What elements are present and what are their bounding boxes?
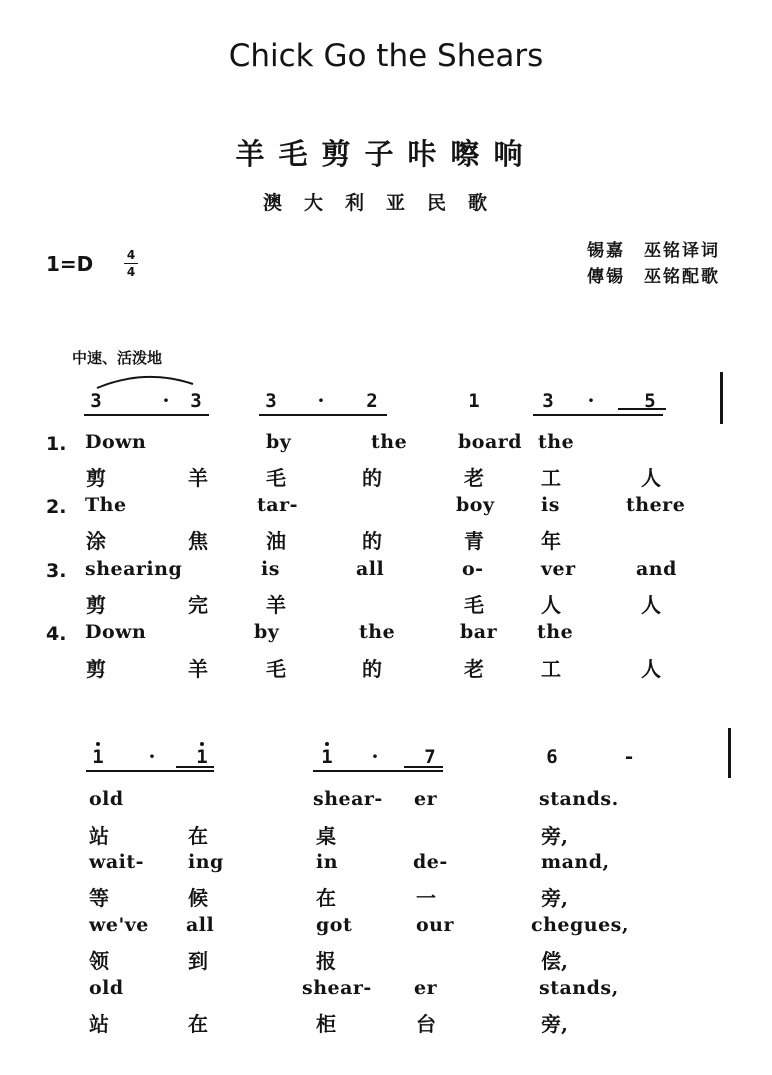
lyric-syllable: 旁, — [541, 886, 568, 910]
verse-number: 4. — [46, 623, 67, 645]
lyric-syllable: we've — [89, 914, 149, 936]
lyric-syllable: all — [356, 558, 385, 580]
tempo-marking: 中速、活泼地 — [72, 349, 163, 367]
octave-dot — [325, 742, 329, 746]
lyric-syllable: boy — [456, 494, 495, 516]
lyric-syllable: bar — [460, 621, 498, 643]
song-title: Chick Go the Shears — [228, 38, 544, 74]
lyric-syllable: by — [254, 621, 280, 643]
lyric-syllable: 在 — [188, 824, 208, 848]
barline — [728, 728, 731, 778]
dot: · — [587, 388, 595, 412]
note-underline — [313, 770, 443, 772]
note: 7 — [424, 746, 436, 768]
note: 3 — [542, 390, 554, 412]
lyric-syllable: 青 — [464, 529, 484, 553]
note: 1 — [321, 746, 333, 768]
barline — [720, 372, 723, 424]
note: 3 — [190, 390, 202, 412]
lyric-syllable: 人 — [641, 593, 661, 617]
lyric-syllable: chegues, — [531, 914, 629, 936]
time-signature — [124, 248, 138, 279]
note: 6 — [546, 746, 558, 768]
lyric-syllable: in — [316, 851, 339, 873]
time-sig-top: 4 — [126, 248, 136, 262]
note: 5 — [644, 390, 656, 412]
lyric-syllable: o- — [462, 558, 484, 580]
lyric-syllable: 焦 — [188, 529, 208, 553]
lyric-syllable: old — [89, 977, 124, 999]
lyric-syllable: 人 — [641, 657, 661, 681]
lyric-syllable: 剪 — [86, 593, 106, 617]
lyric-syllable: stands. — [539, 788, 619, 810]
lyric-syllable: the — [537, 621, 574, 643]
lyric-syllable: 的 — [362, 466, 382, 490]
lyric-syllable: is — [261, 558, 280, 580]
lyric-syllable: 剪 — [86, 466, 106, 490]
dot: · — [371, 744, 379, 768]
lyric-syllable: 毛 — [266, 657, 286, 681]
dot: · — [317, 388, 325, 412]
lyric-syllable: 桌 — [316, 824, 336, 848]
lyric-syllable: The — [85, 494, 127, 516]
lyric-syllable: 偿, — [541, 949, 568, 973]
octave-dot — [96, 742, 100, 746]
lyric-syllable: stands, — [539, 977, 619, 999]
time-sig-bottom: 4 — [126, 265, 136, 279]
lyric-syllable: by — [266, 431, 292, 453]
lyric-syllable: er — [414, 788, 438, 810]
lyric-syllable: 站 — [89, 824, 109, 848]
lyric-syllable: 油 — [266, 529, 286, 553]
octave-dot — [200, 742, 204, 746]
lyric-syllable: the — [538, 431, 575, 453]
lyric-syllable: 台 — [416, 1012, 436, 1036]
slur — [95, 372, 200, 392]
note-underline — [86, 770, 214, 772]
lyric-syllable: 柜 — [316, 1012, 336, 1036]
note: 1 — [92, 746, 104, 768]
lyric-syllable: 旁, — [541, 1012, 568, 1036]
lyric-syllable: 老 — [464, 466, 484, 490]
lyric-syllable: got — [316, 914, 353, 936]
lyric-syllable: 的 — [362, 657, 382, 681]
lyric-syllable: there — [626, 494, 686, 516]
verse-number: 3. — [46, 560, 67, 582]
lyric-syllable: 候 — [188, 886, 208, 910]
lyric-syllable: the — [371, 431, 408, 453]
lyric-syllable: 一 — [416, 886, 436, 910]
lyric-syllable: 羊 — [266, 593, 286, 617]
credit-translator: 锡嘉 巫铭译词 — [587, 241, 720, 261]
note: 2 — [366, 390, 378, 412]
verse-number: 2. — [46, 496, 67, 518]
lyric-syllable: 剪 — [86, 657, 106, 681]
lyric-syllable: 羊 — [188, 657, 208, 681]
lyric-syllable: shearing — [85, 558, 183, 580]
lyric-syllable: Down — [85, 621, 147, 643]
lyric-syllable: 等 — [89, 886, 109, 910]
note-underline — [404, 766, 443, 768]
dot: · — [148, 744, 156, 768]
note-underline — [259, 414, 387, 416]
lyric-syllable: old — [89, 788, 124, 810]
lyric-syllable: all — [186, 914, 215, 936]
note-underline — [176, 766, 214, 768]
lyric-syllable: 人 — [541, 593, 561, 617]
note: 3 — [265, 390, 277, 412]
note-underline — [618, 408, 666, 410]
lyric-syllable: tar- — [257, 494, 298, 516]
lyric-syllable: Down — [85, 431, 147, 453]
lyric-syllable: 工 — [541, 657, 561, 681]
note: 1 — [196, 746, 208, 768]
lyric-syllable: and — [636, 558, 677, 580]
note-underline — [84, 414, 209, 416]
lyric-syllable: 人 — [641, 466, 661, 490]
lyric-syllable: mand, — [541, 851, 610, 873]
lyric-syllable: 旁, — [541, 824, 568, 848]
lyric-syllable: 到 — [188, 949, 208, 973]
lyric-syllable: 羊 — [188, 466, 208, 490]
note: 1 — [468, 390, 480, 412]
lyric-syllable: 毛 — [266, 466, 286, 490]
lyric-syllable: 站 — [89, 1012, 109, 1036]
note: 3 — [90, 390, 102, 412]
chinese-title: 羊毛剪子咔嚓响 — [235, 137, 537, 171]
lyric-syllable: 涂 — [86, 529, 106, 553]
lyric-syllable: shear- — [313, 788, 383, 810]
lyric-syllable: 工 — [541, 466, 561, 490]
lyric-syllable: er — [414, 977, 438, 999]
lyric-syllable: 老 — [464, 657, 484, 681]
lyric-syllable: ver — [541, 558, 576, 580]
lyric-syllable: 毛 — [464, 593, 484, 617]
dot: · — [162, 388, 170, 412]
lyric-syllable: is — [541, 494, 560, 516]
lyric-syllable: our — [416, 914, 454, 936]
lyric-syllable: 在 — [188, 1012, 208, 1036]
lyric-syllable: ing — [188, 851, 224, 873]
lyric-syllable: 在 — [316, 886, 336, 910]
lyric-syllable: de- — [413, 851, 448, 873]
lyric-syllable: shear- — [302, 977, 372, 999]
note-underline — [533, 414, 663, 416]
chinese-subtitle: 澳大利亚民歌 — [262, 192, 509, 214]
lyric-syllable: 领 — [89, 949, 109, 973]
lyric-syllable: 年 — [541, 529, 561, 553]
lyric-syllable: 完 — [188, 593, 208, 617]
lyric-syllable: wait- — [89, 851, 145, 873]
lyric-syllable: the — [359, 621, 396, 643]
verse-number: 1. — [46, 433, 67, 455]
lyric-syllable: 的 — [362, 529, 382, 553]
dash: - — [624, 744, 634, 768]
credit-arranger: 傳锡 巫铭配歌 — [587, 267, 720, 287]
key-signature: 1=D — [46, 252, 94, 276]
lyric-syllable: board — [458, 431, 523, 453]
lyric-syllable: 报 — [316, 949, 336, 973]
